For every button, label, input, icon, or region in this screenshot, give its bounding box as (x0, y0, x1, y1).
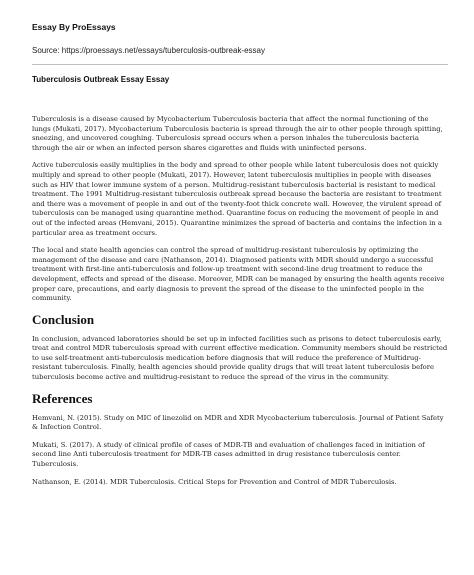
source-link[interactable]: https://proessays.net/essays/tuberculosis-outbreak-essay (61, 46, 266, 55)
essay-paragraph: Tuberculosis is a disease caused by Mycobacterium Tuberculosis bacteria that affect the normal functioning of the lungs (Mukati, 2017). Mycobacterium Tuberculosis bacteria is spread through the air to other people through spitting, sneezing, and uncovered coughing. Tuberculosis spread occurs when a person inhales the tuberculosis bacteria through the air or when an infected person shares cigarettes and fluids with uninfected persons. (32, 115, 443, 152)
reference-item: Mukati, S. (2017). A study of clinical profile of cases of MDR-TB and evaluation of challenges faced in initiation of second line Anti tuberculosis treatment for MDR-TB cases admitted in drug resistance tuberculosis center. Tuberculosis. (32, 440, 425, 469)
reference-item: Nathanson, E. (2014). MDR Tuberculosis. Critical Steps for Prevention and Control of MDR Tuberculosis. (32, 477, 397, 486)
source-line (32, 46, 448, 55)
conclusion-paragraph: In conclusion, advanced laboratories should be set up in infected facilities such as prisons to detect tuberculosis early, treat and control MDR tuberculosis spread with current effective medication. Community members should be restricted to use self-treatment anti-tuberculosis medication before diagnosis that will reduce the preference of Multidrug-resistant tuberculosis. Finally, health agencies should provide quality drugs that will treat latent tuberculosis before tuberculosis become active and multidrug-resistant to reduce the spread of the virus in the community. (32, 334, 448, 382)
reference-item: Hemvani, N. (2015). Study on MIC of linezolid on MDR and XDR Mycobacterium tuberculosis. Journal of Patient Safety & Infection Control. (32, 413, 444, 432)
site-title: Essay By ProEssays (32, 22, 116, 32)
source-label: Source: (32, 46, 62, 55)
divider (32, 64, 448, 65)
conclusion-heading: Conclusion (32, 311, 95, 327)
essay-paragraph: Active tuberculosis easily multiplies in the body and spread to other people while latent tuberculosis does not quickly multiply and spread to other people (Mukati, 2017). However, latent tuberculosis multiplies in people with diseases such as HIV that lower immune system of a person. Multidrug-resistant tuberculosis bacterial is resistant to medical treatment. The 1991 Multidrug-resistant tuberculosis outbreak spread because the bacteria are resistant to treatment and there was a movement of people in and out of the twenty-foot thick concrete wall. However, the virulent spread of tuberculosis can be managed using quarantine method. Quarantine focus on reducing the movement of people in and out of the infected areas (Hemvani, 2015). Quarantine minimizes the spread of bacteria and contains the infection in a particular area as treatment occurs. (32, 161, 442, 237)
references-heading: References (32, 390, 93, 406)
essay-paragraph: The local and state health agencies can control the spread of multidrug-resistant tuberculosis by optimizing the management of the disease and care (Nathanson, 2014). Diagnosed patients with MDR should undergo a successful treatment with first-line anti-tuberculosis and follow-up treatment with second-line drug treatment to reduce the development, effects and spread of the disease. Moreover, MDR can be managed by ensuring the health agents receive proper care, precautions, and early diagnosis to prevent the spread of the disease to the uninfected people in the community. (32, 246, 445, 303)
essay-title: Tuberculosis Outbreak Essay Essay (32, 75, 170, 84)
